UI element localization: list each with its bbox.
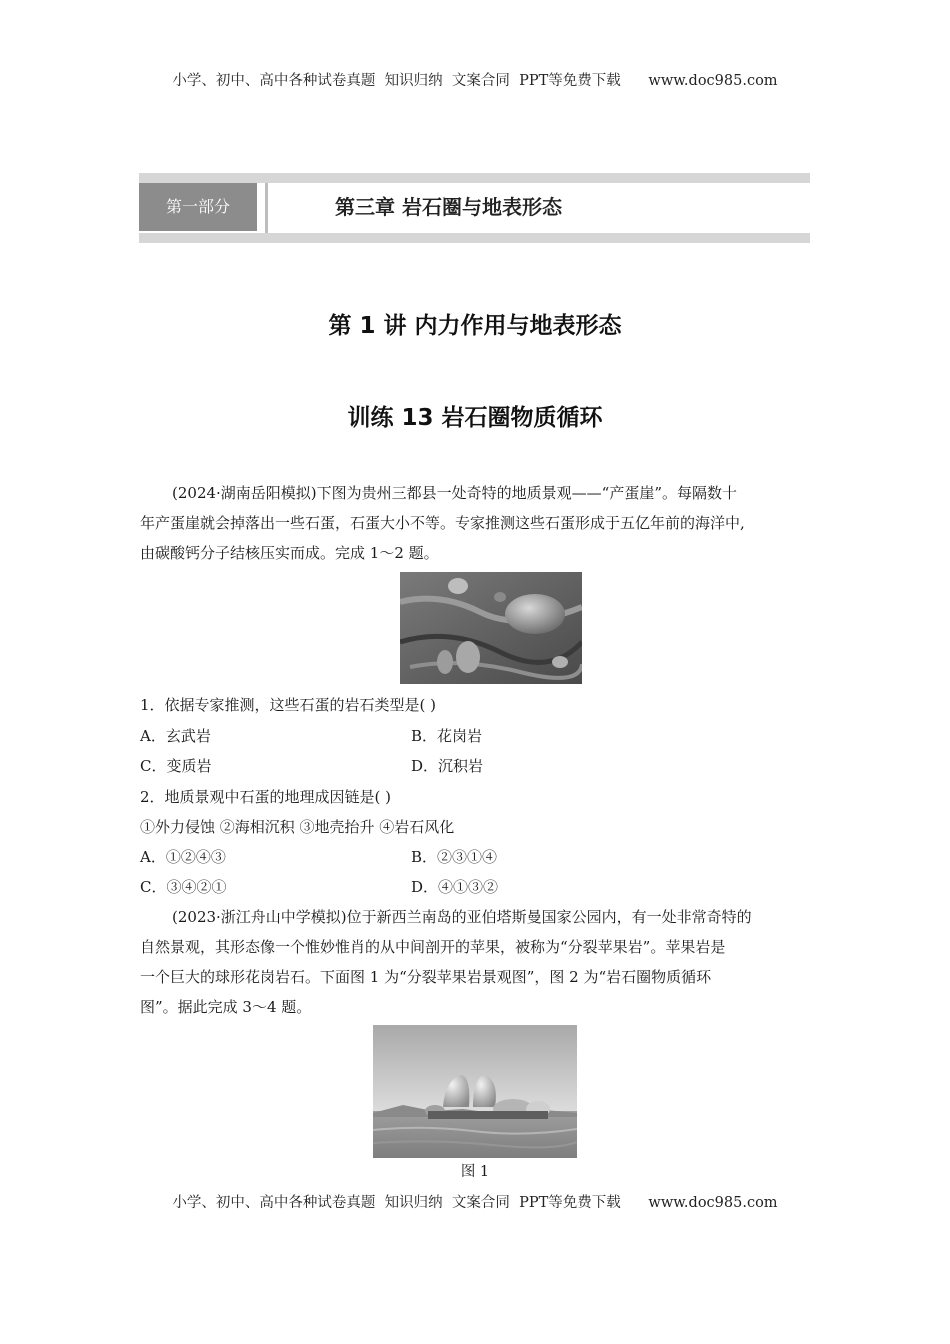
question-2-stem: 2．地质景观中石蛋的地理成因链是( ) [140,788,392,806]
passage-line: (2023·浙江舟山中学模拟)位于新西兰南岛的亚伯塔斯曼国家公园内，有一处非常奇特的 [172,908,752,926]
question-1-stem: 1．依据专家推测，这些石蛋的岩石类型是( ) [140,696,437,714]
banner-top-stripe [139,173,810,183]
training-title: 训练 13 岩石圈物质循环 [347,405,603,431]
passage-line: 由碳酸钙分子结核压实而成。完成 1～2 题。 [140,544,439,562]
q2-option-d: D．④①③② [411,878,499,896]
q1-option-a: A．玄武岩 [140,727,211,745]
intro-passage-2 [140,902,812,1022]
q2-option-a: A．①②④③ [140,848,226,866]
passage-line: 一个巨大的球形花岗岩石。下面图 1 为“分裂苹果岩景观图”，图 2 为“岩石圈物质循环 [140,968,712,986]
q2-option-c: C．③④②① [140,878,227,896]
figure-1-caption: 图 1 [460,1164,490,1180]
lecture-title: 第 1 讲 内力作用与地表形态 [328,313,622,339]
split-apple-rock-photo [373,1025,577,1158]
egg-cliff-photo [400,572,582,684]
q2-option-b: B．②③①④ [411,848,498,866]
chapter-title: 第三章 岩石圈与地表形态 [335,195,562,219]
q1-option-d: D．沉积岩 [411,757,484,775]
intro-passage-1 [140,478,812,568]
q1-option-c: C．变质岩 [140,757,212,775]
question-2-items: ①外力侵蚀 ②海相沉积 ③地壳抬升 ④岩石风化 [140,818,455,836]
passage-line: 图”。据此完成 3～4 题。 [140,998,312,1016]
part-label: 第一部分 [139,183,257,231]
chapter-banner [139,173,810,243]
passage-line: (2024·湖南岳阳模拟)下图为贵州三都县一处奇特的地质景观——“产蛋崖”。每隔数十 [172,484,737,502]
q1-option-b: B．花岗岩 [411,727,483,745]
page-footer: 小学、初中、高中各种试卷真题 知识归纳 文案合同 PPT等免费下载 www.doc985.com [172,1195,778,1211]
page-header: 小学、初中、高中各种试卷真题 知识归纳 文案合同 PPT等免费下载 www.doc985.com [172,73,778,89]
passage-line: 自然景观，其形态像一个惟妙惟肖的从中间剖开的苹果，被称为“分裂苹果岩”。苹果岩是 [140,938,726,956]
banner-bottom-stripe [139,233,810,243]
passage-line: 年产蛋崖就会掉落出一些石蛋，石蛋大小不等。专家推测这些石蛋形成于五亿年前的海洋中, [140,514,745,532]
banner-divider [265,183,268,233]
